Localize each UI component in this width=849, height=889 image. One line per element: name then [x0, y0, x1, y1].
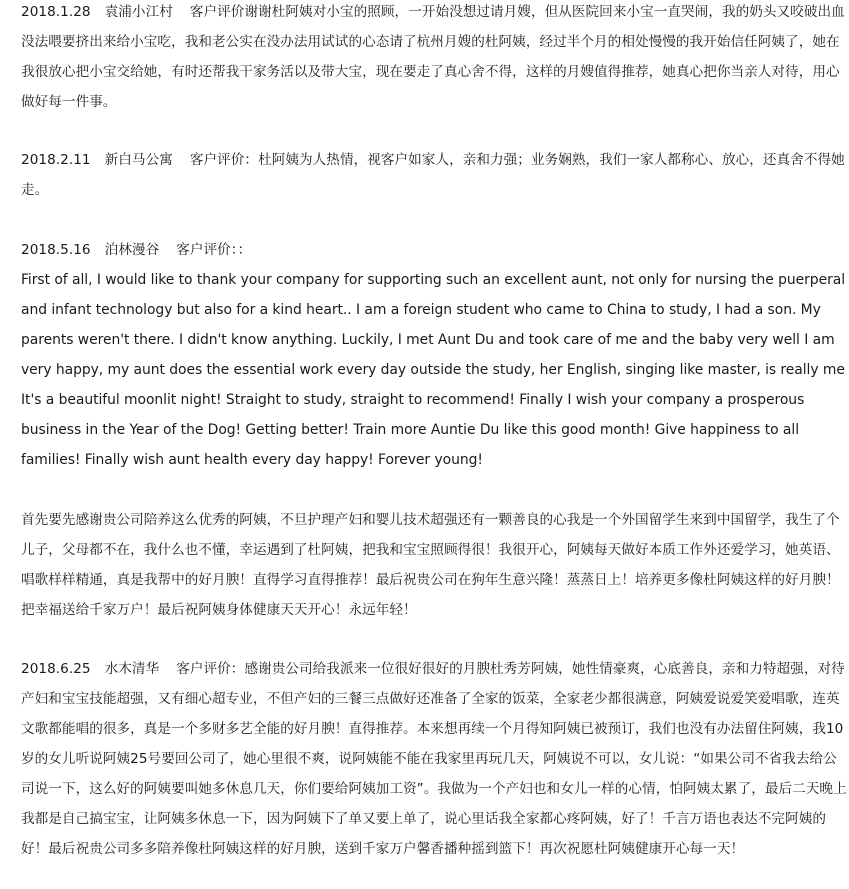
review-label: 客户评价 — [189, 4, 245, 20]
review-item — [21, 0, 849, 117]
review-text-chinese: 首先要先感谢贵公司陪养这么优秀的阿姨，不旦护理产妇和婴儿技术超强还有一颗善良的心我是一个外国留学生来到中国留学，我生了个儿子，父母都不在，我什么也不懂，幸运遇到了杜阿姨，把我和宝宝照顾得很！我很开心，阿姨每天做好本质工作外还爱学习，她英语、唱歌样样精通，真是我帮中的好月腴！直得学习直得推荐！最后祝贵公司在狗年生意兴隆！蒸蒸日上！培养更多像杜阿姨这样的好月腴！把幸福送给千家万户！最后祝阿姨身体健康天天开心！永远年轻！ — [21, 512, 840, 618]
review-text: 感谢贵公司给我派来一位很好很好的月腴杜秀芳阿姨，她性情豪爽，心底善良，亲和力特超强，对待产妇和宝宝技能超强，又有细心超专业，不但产妇的三餐三点做好还准备了全家的饭菜，全家老少都很满意，阿姨爱说爱笑爱唱歌，连英文歌都能唱的很多，真是一个多财多艺全能的好月腴！直得推荐。本来想再续一个月得知阿姨已被预订，我们也没有办法留住阿姨，我10岁的女儿听说阿姨25号要回公司了，她心里很不爽，说阿姨能不能在我家里再玩几天，阿姨说不可以，女儿说：“如果公司不省我去给公司说一下，这么好的阿姨要叫她多休息几天，你们要给阿姨加工资”。我做为一个产妇也和女儿一样的心情，怕阿姨太累了，最后二天晚上我都是自己搞宝宝，让阿姨多休息一下，因为阿姨下了单又要上单了，说心里话我全家都心疼阿姨，好了！千言万语也表达不完阿姨的好！最后祝贵公司多多陪养像杜阿姨这样的好月腴，送到千家万户馨香播种摇到篮下！再次祝愿杜阿姨健康开心每一天！ — [21, 661, 847, 857]
review-paragraph — [21, 654, 849, 864]
review-date: 2018.2.11 — [21, 152, 91, 168]
review-item-translation — [21, 505, 849, 625]
review-label: 客户评价： — [189, 152, 259, 168]
review-location: 泊林漫谷 — [104, 242, 160, 258]
review-location: 水木清华 — [104, 661, 160, 677]
review-paragraph — [21, 145, 849, 205]
review-text: 谢谢杜阿姨对小宝的照顾，一开始没想过请月嫂，但从医院回来小宝一直哭闹，我的奶头又咬破出血没法喂要挤出来给小宝吃，我和老公实在没办法用试试的心态请了杭州月嫂的杜阿姨，经过半个月的相处慢慢的我开始信任阿姨了，她在我很放心把小宝交给她，有时还帮我干家务活以及带大宝，现在要走了真心舍不得，这样的月嫂值得推荐，她真心把你当亲人对待，用心做好每一件事。 — [21, 4, 845, 110]
review-text: 杜阿姨为人热情，视客户如家人，亲和力强；业务娴熟，我们一家人都称心、放心，还真舍不得她走。 — [21, 152, 845, 198]
review-date: 2018.1.28 — [21, 4, 91, 20]
review-location: 袁浦小江村 — [104, 4, 173, 20]
review-date: 2018.6.25 — [21, 661, 91, 677]
review-text-english: First of all, I would like to thank your company for supporting such an excellent aunt, not only for nursing the puerperal and infant technology but also for a kind heart.. I am a foreign student who came to China to study, I had a son. My parents weren't there. I didn't know anything. Luckily, I met Aunt Du and took care of me and the baby very well I am very happy, my aunt does the essential work every day outside the study, her English, singing like master, is really me It's a beautiful moonlit night! Straight to study, straight to recommend! Finally I wish your company a prosperous business in the Year of the Dog! Getting better! Train more Auntie Du like this good month! Give happiness to all families! Finally wish aunt health every day happy! Forever young! — [21, 272, 846, 468]
review-header — [21, 235, 849, 265]
review-label: 客户评价： — [176, 661, 245, 677]
review-date: 2018.5.16 — [21, 242, 91, 258]
review-location: 新白马公寓 — [104, 152, 173, 168]
review-paragraph — [21, 0, 849, 117]
review-item — [21, 235, 849, 475]
review-item — [21, 145, 849, 205]
review-item — [21, 654, 849, 864]
review-label: 客户评价：： — [176, 242, 252, 258]
